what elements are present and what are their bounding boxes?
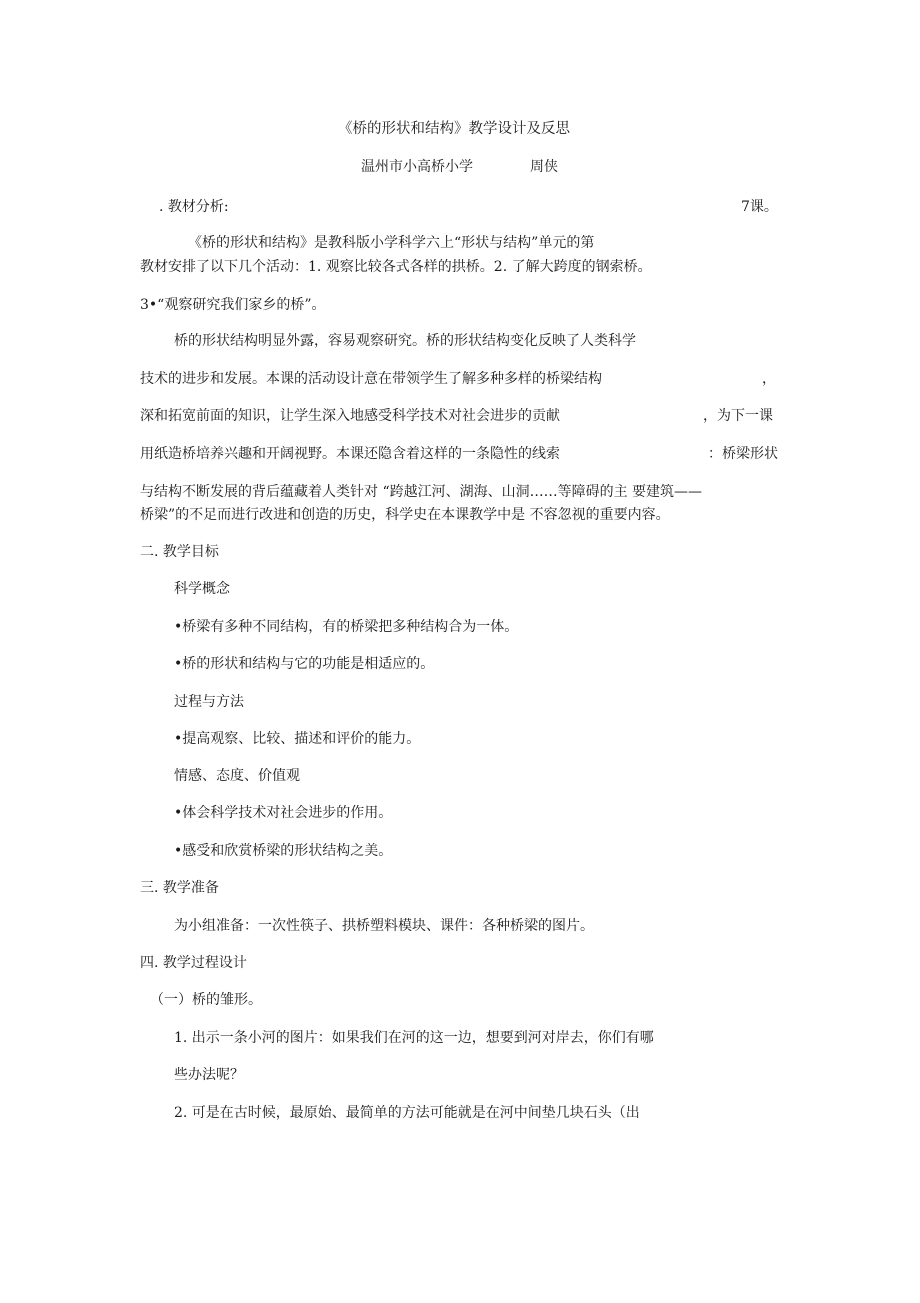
section2-sub-process: 过程与方法 [174,694,244,710]
section4-step1-line1: 1. 出示一条小河的图片：如果我们在河的这一边，想要到河对岸去，你们有哪 [174,1030,654,1046]
section1-p2-line4-right: ：桥梁形状 [708,446,778,462]
doc-title: 《桥的形状和结构》教学设计及反思 [338,121,570,137]
section1-heading-right: 7课。 [741,199,778,215]
section3-heading: 三. 教学准备 [140,880,219,896]
section4-step1-line2: 些办法呢？ [174,1067,244,1083]
section1-p2-line4: 用纸造桥培养兴趣和开阔视野。本课还隐含着这样的一条隐性的线索 [140,446,560,462]
section1-p2-line6: 桥梁”的不足而进行改进和创造的历史，科学史在本课教学中是 不容忽视的重要内容。 [140,507,670,523]
section1-p1-line1: 《桥的形状和结构》是教科版小学科学六上“形状与结构”单元的第 [188,235,595,251]
section1-p2-line3: 深和拓宽前面的知识，让学生深入地感受科学技术对社会进步的贡献 [140,408,560,424]
author-school: 温州市小高桥小学 [361,159,473,175]
section3-text: 为小组准备：一次性筷子、拱桥塑料模块、课件：各种桥梁的图片。 [174,918,594,934]
section2-item3: •提高观察、比较、描述和评价的能力。 [174,731,421,747]
section4-sub1: （一）桥的雏形。 [150,992,262,1008]
section1-p1-line3: 3•“观察研究我们家乡的桥”。 [140,297,326,313]
section2-sub-concept: 科学概念 [174,581,230,597]
section2-item1: •桥梁有多种不同结构，有的桥梁把多种结构合为一体。 [174,619,519,635]
author-name: 周侠 [530,159,558,175]
section4-heading: 四. 教学过程设计 [140,955,247,971]
section2-item2: •桥的形状和结构与它的功能是相适应的。 [174,656,435,672]
section1-p2-line3-right: ，为下一课 [703,408,773,424]
section2-item4: •体会科学技术对社会进步的作用。 [174,805,393,821]
section1-p2-line2: 技术的进步和发展。本课的活动设计意在带领学生了解多种多样的桥梁结构 [140,371,602,387]
section1-p2-line5: 与结构不断发展的背后蕴藏着人类针对 “跨越江河、湖海、山洞……等障碍的主 要建筑—— [140,484,703,500]
section2-sub-attitude: 情感、态度、价值观 [174,768,300,784]
section1-heading: . 教材分析: [159,199,229,215]
section1-p2-line1: 桥的形状结构明显外露，容易观察研究。桥的形状结构变化反映了人类科学 [174,333,636,349]
section1-p1-line2: 教材安排了以下几个活动：1. 观察比较各式各样的拱桥。2. 了解大跨度的钢索桥。 [140,259,652,275]
section4-step2-line1: 2. 可是在古时候，最原始、最简单的方法可能就是在河中间垫几块石头（出 [174,1105,640,1121]
section2-heading: 二. 教学目标 [140,544,219,560]
section1-p2-line2-right: ， [762,371,776,387]
section2-item5: •感受和欣赏桥梁的形状结构之美。 [174,843,393,859]
